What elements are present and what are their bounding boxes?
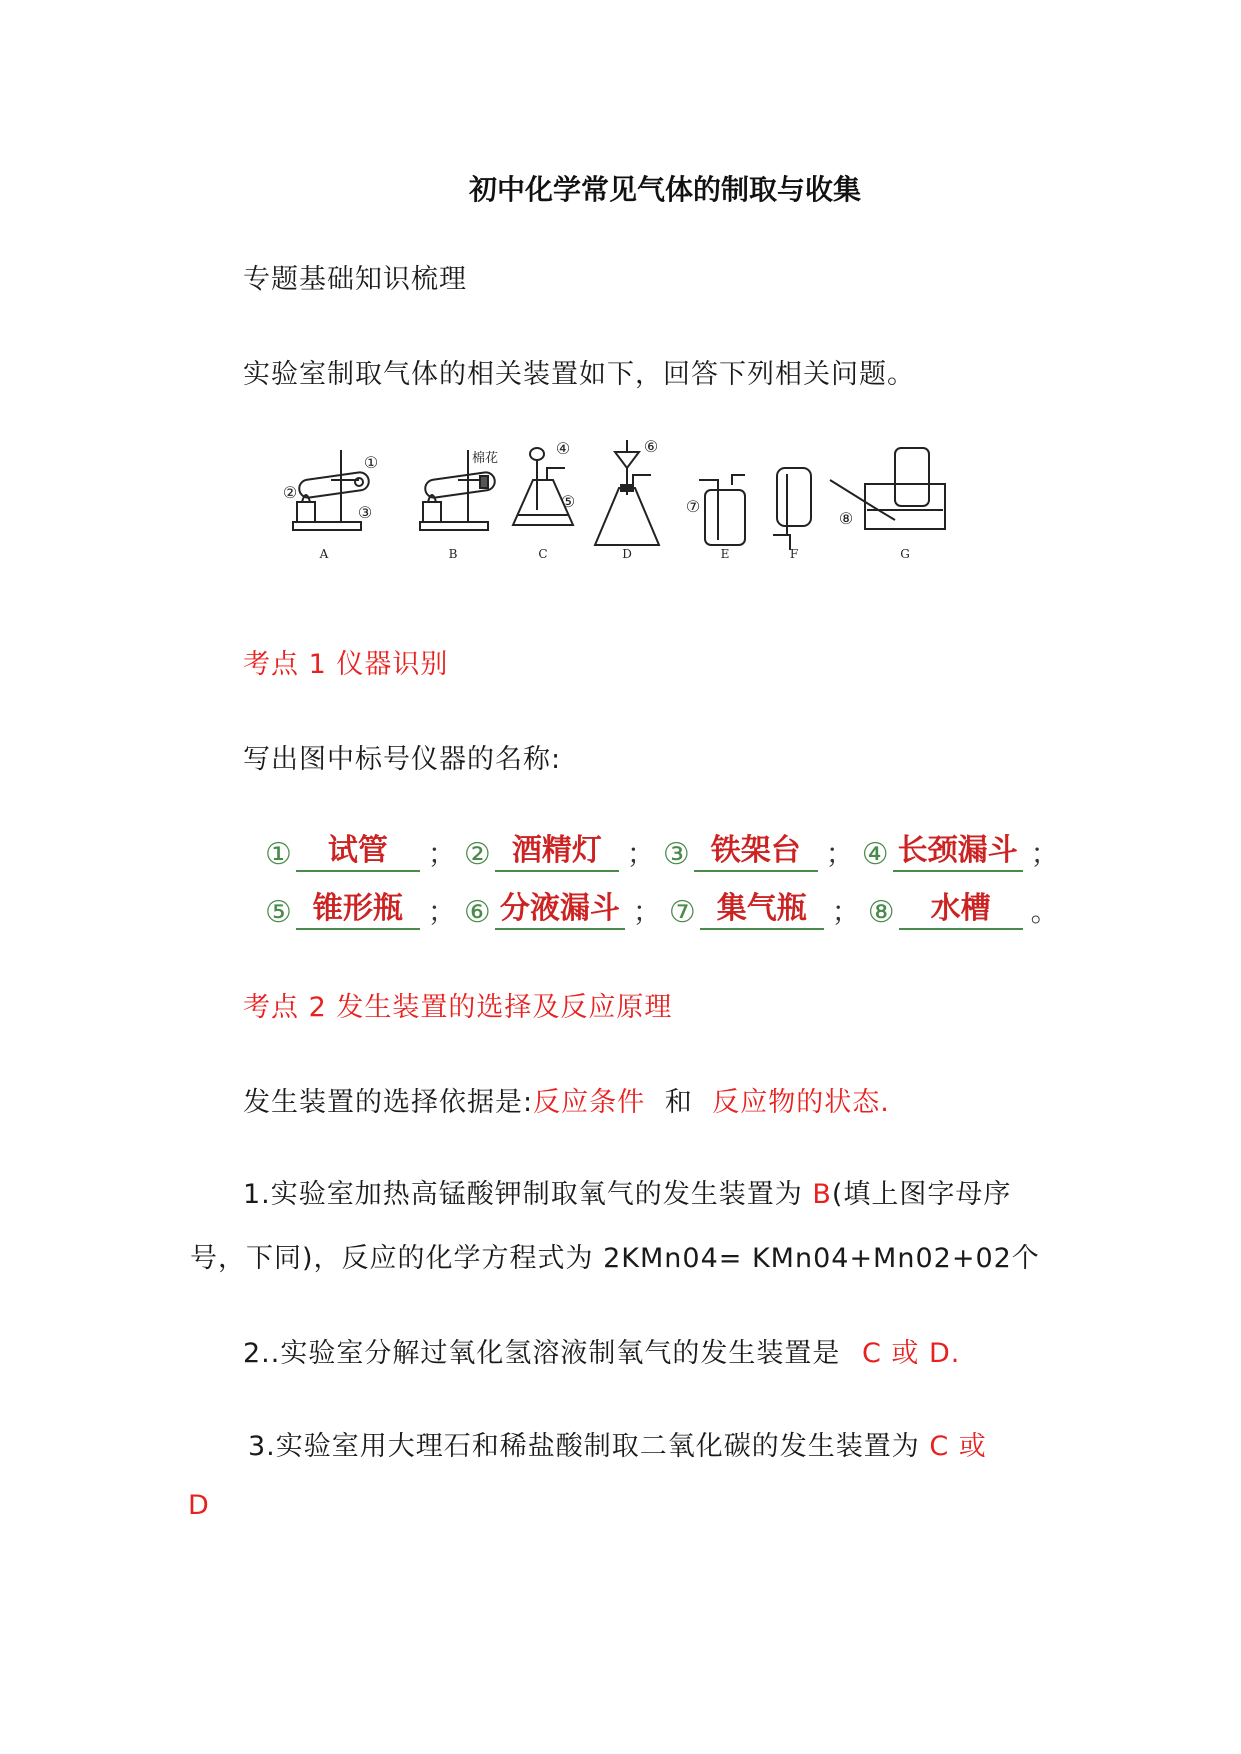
answer-num-2: ② xyxy=(463,837,491,872)
marker-7: ⑦ xyxy=(685,497,701,516)
basis-text: 发生装置的选择依据是: xyxy=(243,1087,534,1118)
q2-text: 2..实验室分解过氧化氢溶液制氧气的发生装置是 xyxy=(243,1338,841,1369)
q3-text: 3.实验室用大理石和稀盐酸制取二氧化碳的发生装置为 xyxy=(248,1431,920,1462)
apparatus-f-illustration xyxy=(773,468,811,550)
answer-num-3: ③ xyxy=(662,837,690,872)
end-mark: 。 xyxy=(1030,895,1059,928)
answer-5: 锥形瓶 xyxy=(296,892,420,930)
separator: ； xyxy=(825,837,854,870)
marker-1: ① xyxy=(363,453,379,472)
question-3-line2: D xyxy=(188,1490,210,1521)
basis-and: 和 xyxy=(664,1087,693,1118)
q1-answer: B xyxy=(812,1179,832,1210)
answer-num-1: ① xyxy=(265,837,292,872)
label-e: E xyxy=(720,547,730,561)
subtitle: 专题基础知识梳理 xyxy=(243,264,467,295)
answer-num-7: ⑦ xyxy=(668,895,696,930)
answer-3: 铁架台 xyxy=(694,834,818,872)
q1-text: 1.实验室加热高锰酸钾制取氧气的发生装置为 xyxy=(243,1179,803,1210)
answer-1: 试管 xyxy=(296,834,420,872)
question-2 xyxy=(243,1331,960,1370)
separator: ； xyxy=(427,895,456,928)
marker-5: ⑤ xyxy=(560,492,576,511)
separator: ； xyxy=(427,837,456,870)
marker-2: ② xyxy=(282,483,298,502)
separator: ； xyxy=(831,895,860,928)
question-1-line2: 号，下同)，反应的化学方程式为 2KMn04= KMn04+Mn02+02个 xyxy=(190,1243,1040,1274)
answer-num-6: ⑥ xyxy=(463,895,491,930)
apparatus-c-illustration xyxy=(513,448,576,525)
page-title: 初中化学常见气体的制取与收集 xyxy=(468,173,861,206)
answer-num-5: ⑤ xyxy=(265,895,292,930)
label-a: A xyxy=(319,547,329,561)
answer-row-2 xyxy=(265,878,1067,930)
q2-answer: C 或 D. xyxy=(861,1338,961,1369)
label-c: C xyxy=(538,547,548,561)
marker-3: ③ xyxy=(357,503,373,522)
answer-2: 酒精灯 xyxy=(495,834,619,872)
answer-block xyxy=(265,820,1059,945)
apparatus-figure xyxy=(275,440,1020,575)
label-g: G xyxy=(900,547,910,561)
label-d: D xyxy=(622,547,632,561)
section1-heading: 考点 1 仪器识别 xyxy=(243,649,449,680)
answer-num-8: ⑧ xyxy=(867,895,895,930)
label-b: B xyxy=(448,547,458,561)
section2-heading: 考点 2 发生装置的选择及反应原理 xyxy=(243,992,673,1023)
cotton-label: 棉花 xyxy=(471,451,499,466)
question-1-line1 xyxy=(243,1172,1011,1211)
q3-answer-1: C 或 xyxy=(929,1431,987,1462)
label-f: F xyxy=(789,547,799,561)
basis-line xyxy=(243,1080,890,1119)
answer-7: 集气瓶 xyxy=(700,892,824,930)
question-3-line1 xyxy=(248,1424,987,1463)
answer-num-4: ④ xyxy=(861,837,889,872)
section1-question: 写出图中标号仪器的名称: xyxy=(243,744,562,775)
intro-text: 实验室制取气体的相关装置如下，回答下列相关问题。 xyxy=(243,359,915,390)
apparatus-e-illustration xyxy=(699,475,745,545)
separator: ； xyxy=(626,837,655,870)
basis-answer-1: 反应条件 xyxy=(533,1087,646,1118)
separator: ； xyxy=(1030,837,1059,870)
answer-row-1 xyxy=(265,820,1067,872)
marker-4: ④ xyxy=(555,440,571,458)
answer-4: 长颈漏斗 xyxy=(893,834,1023,872)
q1-text-2: (填上图字母序 xyxy=(831,1179,1012,1210)
answer-6: 分液漏斗 xyxy=(495,892,625,930)
marker-6: ⑥ xyxy=(643,440,659,456)
answer-8: 水槽 xyxy=(899,892,1023,930)
marker-8: ⑧ xyxy=(838,509,854,528)
basis-answer-2: 反应物的状态. xyxy=(712,1087,890,1118)
separator: ； xyxy=(632,895,661,928)
